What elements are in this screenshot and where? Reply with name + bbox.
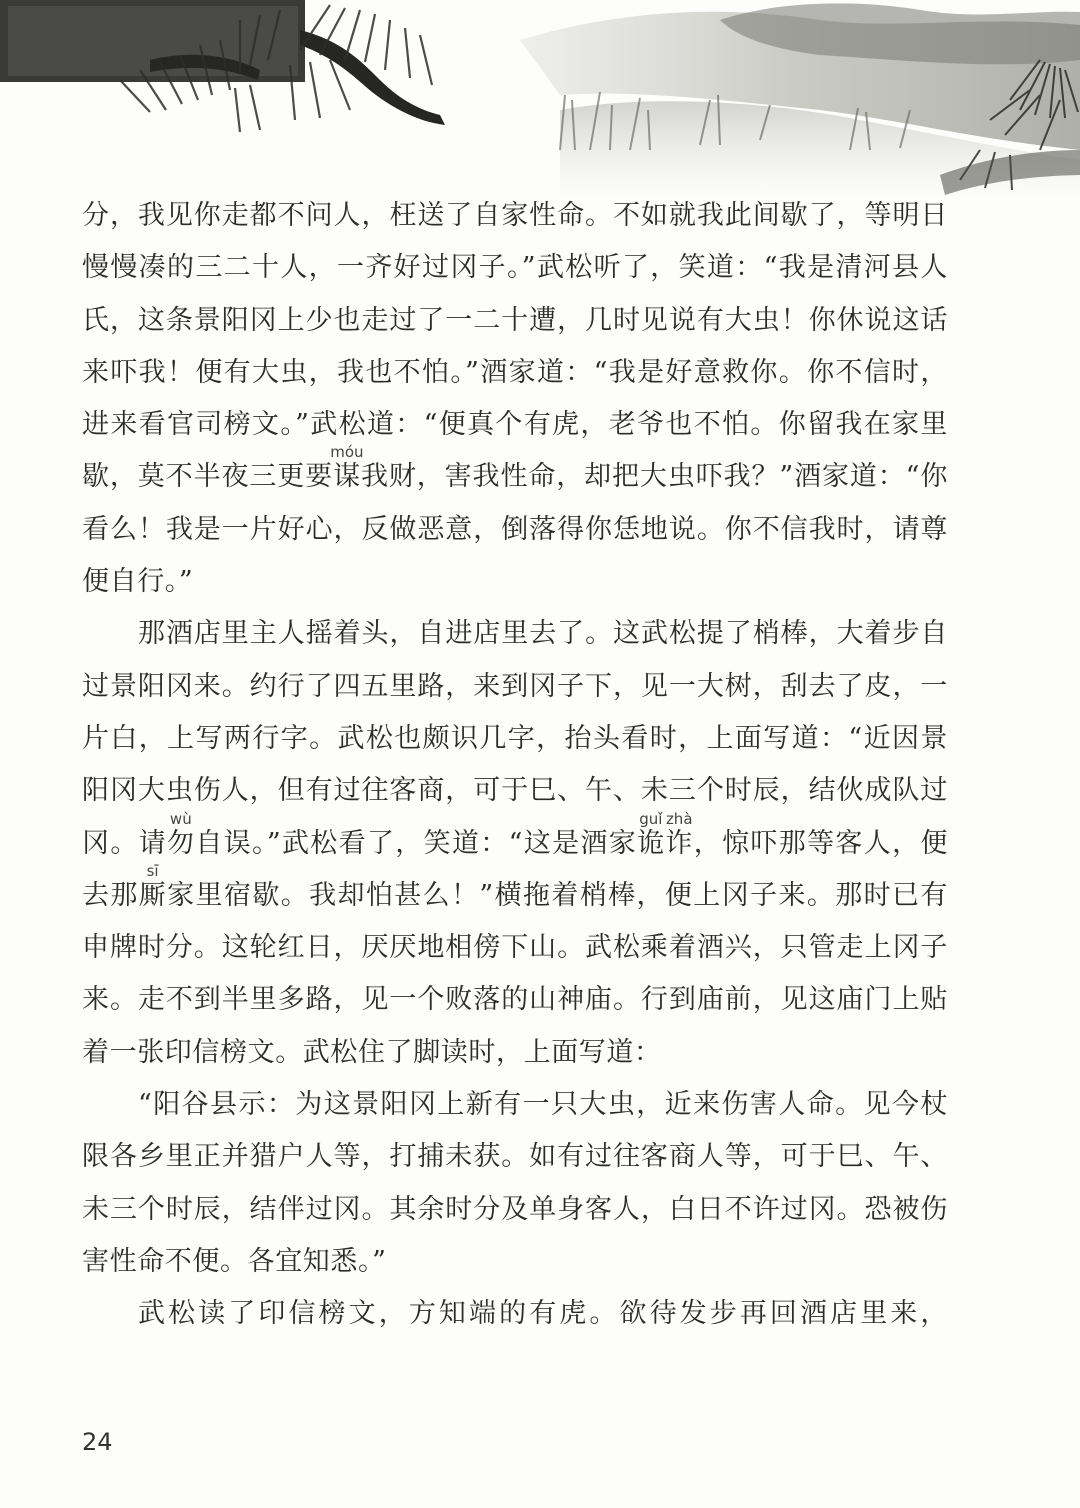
pinyin-annotated-char bbox=[138, 861, 168, 911]
pinyin-reading: móu bbox=[330, 443, 364, 462]
ruby-base: 勿 bbox=[167, 827, 196, 859]
ruby-base: 诡 bbox=[637, 827, 666, 859]
pinyin-reading: sī bbox=[138, 861, 167, 880]
ruby-base: 谋 bbox=[330, 461, 364, 493]
pinyin-annotated-char bbox=[665, 809, 694, 859]
text-segment: 家里宿歇。我却怕甚么！”横拖着梢棒，便上冈子来。那时已有申牌时分。这轮红日，厌厌地相傍下山。武松乘着酒兴，只管走上冈子来。走不到半里多路，见一个败落的山神庙。行到庙前，见这庙门上贴着一张印信榜文。武松住了脚读时，上面写道： bbox=[82, 879, 948, 1068]
text-segment: 分，我见你走都不问人，枉送了自家性命。不如就我此间歇了，等明日慢慢凑的三二十人，一齐好过冈子。”武松听了，笑道：“我是清河县人氏，这条景阳冈上少也走过了一二十遭，几时见说有大虫！你休说这话来吓我！便有大虫，我也不怕。”酒家道：“我是好意救你。你不信时，进来看官司榜文。”武松道：“便真个有虎，老爷也不怕。你留我在家里歇，莫不半夜三更要 bbox=[82, 200, 948, 493]
text-segment: 自误。”武松看了，笑道：“这是酒家 bbox=[195, 827, 638, 859]
paragraph-2 bbox=[82, 608, 948, 1079]
ink-wash-pine-landscape-illustration bbox=[0, 0, 1080, 200]
article-body bbox=[82, 190, 948, 1341]
pinyin-reading: guǐ bbox=[637, 809, 665, 828]
text-segment: 武松读了印信榜文，方知端的有虎。欲待发步再回酒店里来， bbox=[138, 1298, 948, 1330]
pinyin-annotated-char bbox=[330, 443, 364, 493]
paragraph-4 bbox=[82, 1288, 948, 1340]
text-segment: 我财，害我性命，却把大虫吓我？”酒家道：“你看么！我是一片好心，反做恶意，倒落得你恁地说。你不信我时，请尊便自行。” bbox=[82, 461, 948, 598]
text-segment: “阳谷县示：为这景阳冈上新有一只大虫，近来伤害人命。见今杖限各乡里正并猎户人等，打捕未获。如有过往客商人等，可于巳、午、未三个时辰，结伴过冈。其余时分及单身客人，白日不许过冈。恐被伤害性命不便。各宜知悉。” bbox=[82, 1089, 948, 1277]
ruby-base: 厮 bbox=[138, 879, 168, 911]
pinyin-annotated-char bbox=[167, 809, 196, 859]
ruby-base: 诈 bbox=[665, 827, 694, 859]
page-number: 24 bbox=[82, 1428, 113, 1456]
pinyin-reading: wù bbox=[167, 809, 195, 828]
paragraph-3 bbox=[82, 1079, 948, 1288]
paragraph-1 bbox=[82, 190, 948, 608]
pinyin-reading: zhà bbox=[665, 809, 694, 828]
text-segment: ，惊吓那等客人，便去那 bbox=[82, 827, 949, 911]
text-segment: 那酒店里主人摇着头，自进店里去了。这武松提了梢棒，大着步自过景阳冈来。约行了四五里路，来到冈子下，见一大树，刮去了皮，一片白，上写两行字。武松也颇识几字，抬头看时，上面写道：“近因景阳冈大虫伤人，但有过往客商，可于巳、午、未三个时辰，结伙成队过冈。请 bbox=[82, 618, 948, 859]
pinyin-annotated-char bbox=[637, 809, 666, 859]
